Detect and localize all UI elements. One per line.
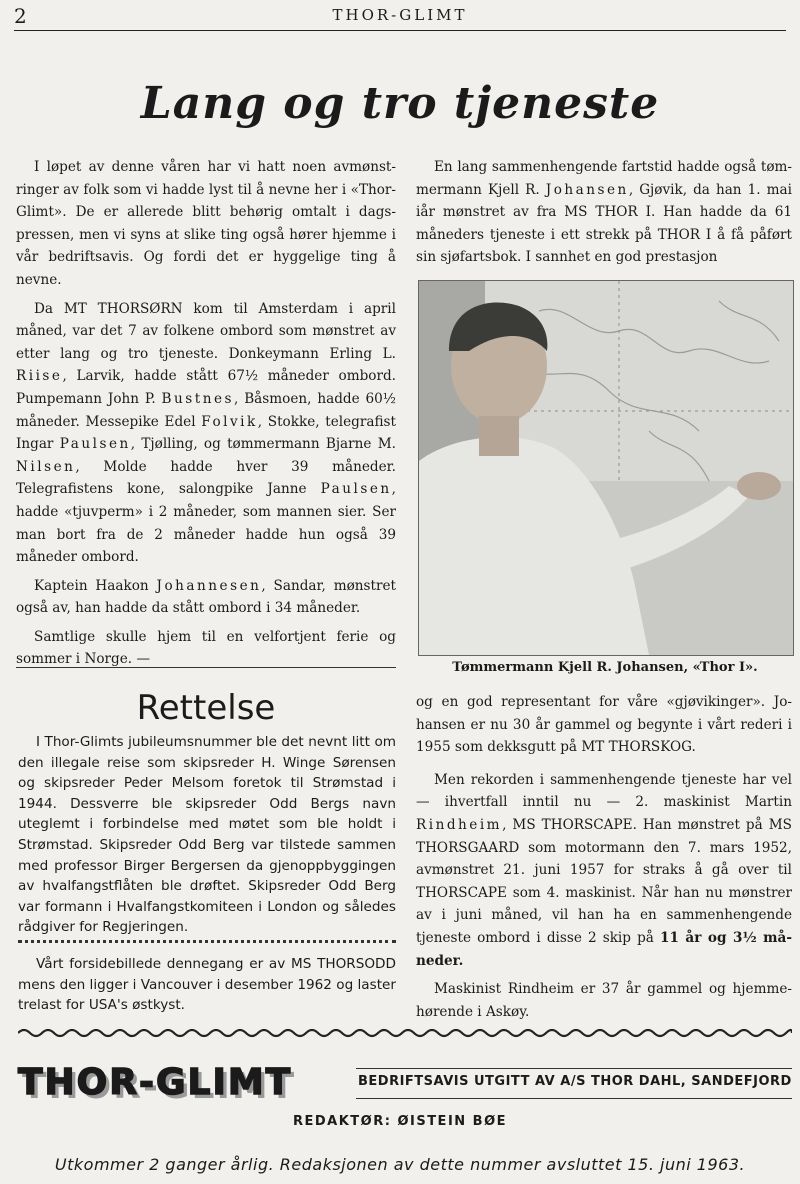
photo-illustration: [419, 281, 793, 655]
wavy-divider: [18, 1026, 792, 1040]
rettelse-title: Rettelse: [136, 688, 276, 728]
article-paragraph: Men rekorden i sammenhengende tjeneste har vel — ihvertfall inntil nu — 2. maskinist Martin Rindheim, MS THORSCAPE. Han mønstret på MS THORSGAARD som motormann den 7. mars 1952, avmønstret 21. juni 1957 for straks å gå over til THORSCAPE som 4. maskinist. Når han nu mønstrer av i juni måned, vil han ha en sammenhengende tjeneste ombord i disse 2 skip på 11 år og 3½ måneder.: [416, 771, 792, 969]
thor-glimt-logo: THOR-GLIMT: [18, 1062, 293, 1103]
cover-note: [18, 954, 396, 1016]
article-paragraph: Maskinist Rindheim er 37 år gammel og hjemmehørende i Askøy.: [416, 981, 792, 1020]
rettelse-body: [18, 732, 396, 938]
article-paragraph: Kaptein Haakon Johannesen, Sandar, mønstret også av, han hadde da stått ombord i 34 måneder.: [16, 577, 396, 617]
article-column-right-bottom: [416, 691, 792, 1029]
article-paragraph: Samtlige skulle hjem til en velfortjent ferie og sommer i Norge. —: [16, 628, 396, 668]
article-paragraph: I løpet av denne våren har vi hatt noen avmønstringer av folk som vi hadde lyst til å nevne her i «Thor-Glimt». De er allerede blitt behørig omtalt i dags-pressen, men vi syns at slike ting også hører hjemme i vår bedriftsavis. Og fordi det er hyggelige ting å nevne.: [16, 159, 396, 288]
running-title: THOR-GLIMT: [332, 6, 468, 24]
article-paragraph: og en god representant for våre «gjøvikinger». Johansen er nu 30 år gammel og begynte i vårt rederi i 1955 som dekksgutt på MT THORSKOG.: [416, 694, 792, 756]
section-divider: [16, 667, 396, 668]
article-paragraph: En lang sammenhengende fartstid hadde også tømmermann Kjell R. Johansen, Gjøvik, da han 1. mai iår mønstret av fra MS THOR I. Han hadde da 61 måneders tjeneste i ett strekk på THOR I å få påført sin sjøfartsbok. I sannhet en god prestasjon: [416, 159, 792, 266]
article-paragraph: Da MT THORSØRN kom til Amsterdam i april måned, var det 7 av folkene ombord som mønstret av etter lang og tro tjeneste. Donkeymann Erling L. Riise, Larvik, hadde stått 67½ måneder ombord. Pumpemann John P. Bustnes, Båsmoen, hadde 60½ måneder. Messepike Edel Folvik, Stokke, telegrafist Ingar Paulsen, Tjølling, og tømmermann Bjarne M. Nilsen, Molde hadde hver 39 måneder. Telegrafistens kone, salongpike Janne Paulsen, hadde «tjuvperm» i 2 måneder, som mannen sier. Ser man bort fra de 2 måneder hadde hun også 39 måneder ombord.: [16, 300, 396, 566]
article-headline: Lang og tro tjeneste: [140, 78, 660, 129]
portrait-photo: [418, 280, 794, 656]
editor-line: REDAKTØR: ØISTEIN BØE: [292, 1114, 508, 1129]
masthead-tagline: BEDRIFTSAVIS UTGITT AV A/S THOR DAHL, SANDEFJORD: [358, 1074, 792, 1089]
article-column-left: [16, 156, 396, 677]
masthead-rule-top: [356, 1068, 792, 1069]
hand: [737, 472, 781, 500]
page-number: 2: [14, 4, 27, 28]
header-rule: [14, 30, 786, 31]
article-column-right-top: [416, 156, 792, 275]
photo-caption: Tømmermann Kjell R. Johansen, «Thor I».: [452, 660, 758, 675]
publication-note: Utkommer 2 ganger årlig. Redaksjonen av dette nummer avsluttet 15. juni 1963.: [54, 1155, 746, 1174]
dotted-divider: [18, 940, 396, 943]
cover-note-paragraph: Vårt forsidebillede dennegang er av MS THORSODD mens den ligger i Vancouver i desember 1962 og laster trelast for USA's østkyst.: [18, 956, 396, 1014]
masthead-rule-bottom: [356, 1098, 792, 1099]
rettelse-paragraph: I Thor-Glimts jubileumsnummer ble det nevnt litt om den illegale reise som skipsreder H. Winge Sørensen og skipsreder Peder Melsom foretok til Strømstad i 1944. Dessverre ble skipsreder Odd Bergs navn uteglemt i forbindelse med møtet som ble holdt i Strømstad. Skipsreder Odd Berg var tilstede sammen med professor Birger Bergersen da gjenoppbyggingen av hvalfangstflåten ble drøftet. Skipsreder Odd Berg var formann i Hvalfangstkomiteen i London og således rådgiver for Regjeringen.: [18, 734, 396, 936]
